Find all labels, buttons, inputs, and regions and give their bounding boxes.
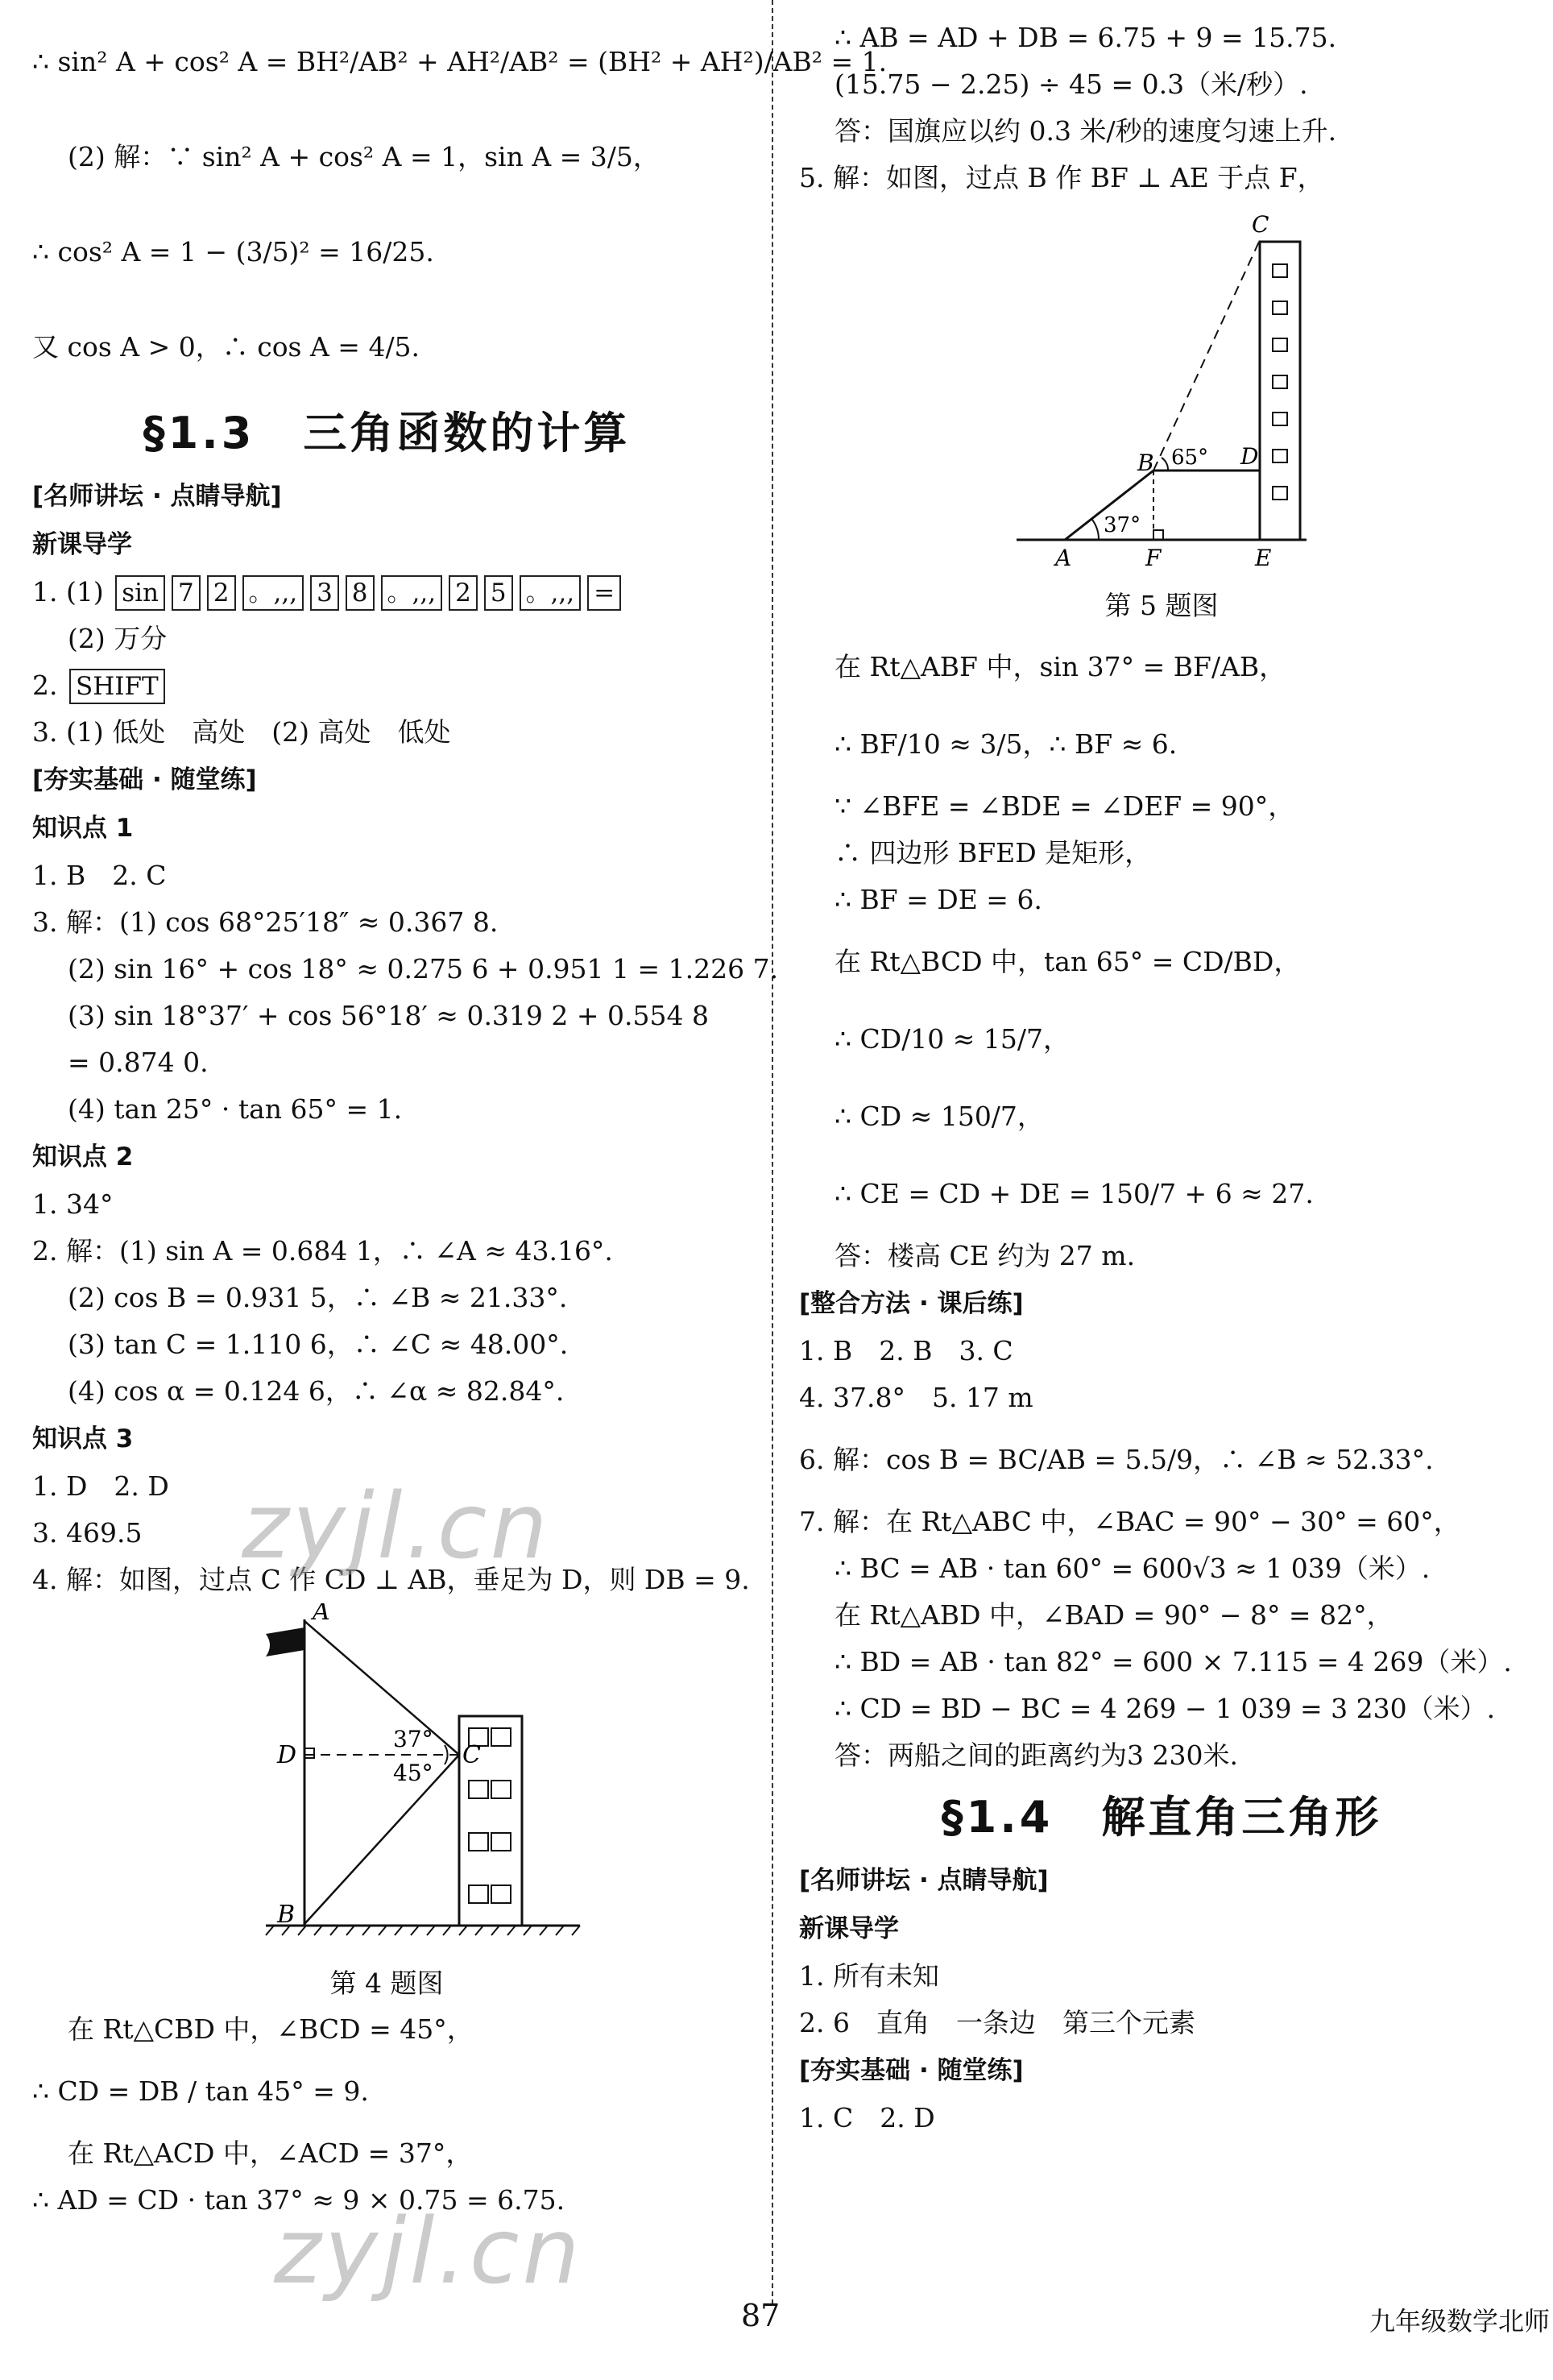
q1-prefix: 1. (1) xyxy=(32,576,104,607)
section-1-3-title xyxy=(32,395,741,472)
label-C: C xyxy=(462,1741,481,1769)
building xyxy=(1260,242,1300,540)
figure-5 xyxy=(799,201,1524,628)
step-right-angles: ∵ ∠BFE = ∠BDE = ∠DEF = 90°， xyxy=(834,790,1295,822)
answer-building-height: 答：楼高 CE 约为 27 m. xyxy=(834,1240,1136,1271)
step-speed: (15.75 − 2.25) ÷ 45 = 0.3（米/秒）. xyxy=(834,68,1308,100)
k1-q3-part3-cont: = 0.874 0. xyxy=(68,1047,209,1078)
heading-knowledge-3: 知识点 3 xyxy=(32,1424,134,1453)
label-A: A xyxy=(313,1603,330,1626)
step-bf-value: ∴ BF/10 ≈ 3/5，∴ BF ≈ 6. xyxy=(834,728,1178,760)
section-number: §1.3 xyxy=(143,408,255,458)
figure-4-diagram xyxy=(32,1603,741,1958)
q2-prefix: 2. xyxy=(32,670,58,701)
line-BC xyxy=(304,1755,459,1924)
heading-basics-practice: [夯实基础 · 随堂练] xyxy=(799,2056,1024,2085)
angle-37-label: 37° xyxy=(1104,513,1141,537)
key-dms: 。,,, xyxy=(520,575,582,611)
k2-q2-part2: (2) cos B = 0.931 5，∴ ∠B ≈ 21.33°. xyxy=(68,1282,568,1313)
column-divider xyxy=(772,0,773,2304)
angle-45-label: 45° xyxy=(393,1760,433,1786)
heading-teacher-guide: [名师讲坛 · 点睛导航] xyxy=(32,482,282,511)
section-1-4-title xyxy=(799,1779,1524,1856)
step-rt-bcd: 在 Rt△BCD 中，tan 65° = CD/BD， xyxy=(834,946,1301,977)
right-angle-F xyxy=(1153,530,1163,540)
key-sin: sin xyxy=(115,575,165,611)
angle-arc-B xyxy=(1162,458,1168,471)
step-rectangle: ∴ 四边形 BFED 是矩形， xyxy=(834,837,1152,869)
angle-37-label: 37° xyxy=(393,1726,433,1752)
heading-new-lesson: 新课导学 xyxy=(32,530,132,559)
heading-teacher-guide: [名师讲坛 · 点睛导航] xyxy=(799,1866,1049,1895)
watermark: zyjl.cn xyxy=(242,1474,551,1579)
after-class-answers-2: 4. 37.8° 5. 17 m xyxy=(799,1382,1033,1413)
step-rt-acd: 在 Rt△ACD 中，∠ACD = 37°， xyxy=(68,2137,473,2169)
k3-q4: 4. 解：如图，过点 C 作 CD ⊥ AB，垂足为 D，则 DB = 9. xyxy=(32,1564,750,1595)
k3-q3: 3. 469.5 xyxy=(32,1517,143,1549)
new-lesson-q1: 1. 所有未知 xyxy=(799,1960,939,1992)
q7-cd-value: ∴ CD = BD − BC = 4 269 − 1 039 = 3 230（米）. xyxy=(834,1693,1496,1724)
right-angle-D xyxy=(304,1748,314,1758)
heading-knowledge-2: 知识点 2 xyxy=(32,1142,134,1171)
key-2: 2 xyxy=(449,575,478,611)
ground-hatch xyxy=(266,1926,580,1935)
line-BC xyxy=(1153,240,1260,471)
label-D: D xyxy=(1240,443,1259,470)
book-label: 九年级数学北师 xyxy=(1369,2306,1551,2336)
angle-arc-A xyxy=(1092,520,1099,540)
step-cd-ratio: ∴ CD/10 ≈ 15/7， xyxy=(834,1023,1071,1055)
heading-knowledge-1: 知识点 1 xyxy=(32,814,134,843)
figure-5-diagram xyxy=(799,201,1524,580)
after-class-q6: 6. 解：cos B = BC/AB = 5.5/9，∴ ∠B ≈ 52.33°. xyxy=(799,1444,1434,1475)
eq-cos2A: ∴ cos² A = 1 − (3/5)² = 16/25. xyxy=(32,236,434,267)
figure-4-caption: 第 4 题图 xyxy=(329,1967,444,1999)
key-7: 7 xyxy=(172,575,201,611)
line-AC xyxy=(304,1621,459,1755)
q1-part2: (2) 万分 xyxy=(68,623,168,654)
label-F: F xyxy=(1145,545,1162,571)
step-cd-value: ∴ CD ≈ 150/7， xyxy=(834,1101,1044,1132)
figure-5-caption: 第 5 题图 xyxy=(1104,590,1219,621)
right-column xyxy=(799,15,1524,2142)
label-E: E xyxy=(1255,545,1272,571)
label-C: C xyxy=(1252,211,1269,238)
q7-answer: 答：两船之间的距离约为3 230米. xyxy=(834,1739,1238,1771)
step-rt-cbd: 在 Rt△CBD 中，∠BCD = 45°， xyxy=(68,2013,474,2045)
section-number: §1.4 xyxy=(941,1792,1054,1843)
heading-basics-practice: [夯实基础 · 随堂练] xyxy=(32,765,257,794)
k3-q1: 1. D 2. D xyxy=(32,1470,169,1502)
answer-speed: 答：国旗应以约 0.3 米/秒的速度匀速上升. xyxy=(834,115,1337,147)
label-A: A xyxy=(1055,545,1072,571)
key-dms: 。,,, xyxy=(242,575,304,611)
q5-start: 5. 解：如图，过点 B 作 BF ⊥ AE 于点 F， xyxy=(799,162,1324,193)
section-name: 解直角三角形 xyxy=(1101,1792,1382,1843)
after-class-answers-1: 1. B 2. B 3. C xyxy=(799,1335,1013,1366)
key-shift: SHIFT xyxy=(69,669,165,704)
basics-answers: 1. C 2. D xyxy=(799,2102,935,2133)
eq-cosA: 又 cos A > 0，∴ cos A = 4/5. xyxy=(32,331,420,363)
q2-shift xyxy=(32,662,741,709)
step-ad-value: ∴ AD = CD · tan 37° ≈ 9 × 0.75 = 6.75. xyxy=(32,2184,565,2216)
k1-q3-part2: (2) sin 16° + cos 18° ≈ 0.275 6 + 0.951 1 = 1.226 7. xyxy=(68,953,779,985)
section-name: 三角函数的计算 xyxy=(303,408,631,458)
heading-methods-practice: [整合方法 · 课后练] xyxy=(799,1289,1024,1318)
q2-solution-start: (2) 解：∵ sin² A + cos² A = 1，sin A = 3/5， xyxy=(68,141,660,172)
angle-65-label: 65° xyxy=(1171,446,1209,470)
angle-arc-C xyxy=(445,1745,448,1764)
k1-q3-part4: (4) tan 25° · tan 65° = 1. xyxy=(68,1093,403,1125)
heading-new-lesson: 新课导学 xyxy=(799,1914,899,1943)
key-dms: 。,,, xyxy=(381,575,443,611)
label-B: B xyxy=(277,1901,296,1929)
key-5: 5 xyxy=(484,575,513,611)
flag-icon xyxy=(266,1627,304,1656)
label-D: D xyxy=(277,1741,297,1769)
k2-q2-part1: 2. 解：(1) sin A = 0.684 1，∴ ∠A ≈ 43.16°. xyxy=(32,1235,613,1267)
building-windows xyxy=(1273,264,1287,500)
step-ce-value: ∴ CE = CD + DE = 150/7 + 6 ≈ 27. xyxy=(834,1178,1314,1209)
figure-4 xyxy=(32,1603,741,2006)
k2-q1: 1. 34° xyxy=(32,1188,114,1220)
key-8: 8 xyxy=(346,575,375,611)
step-cd-value: ∴ CD = DB / tan 45° = 9. xyxy=(32,2075,369,2107)
page-number: 87 xyxy=(741,2298,781,2333)
k2-q2-part4: (4) cos α = 0.124 6，∴ ∠α ≈ 82.84°. xyxy=(68,1375,565,1407)
q7-bc-value: ∴ BC = AB · tan 60° = 600√3 ≈ 1 039（米）. xyxy=(834,1553,1431,1584)
step-ab-value: ∴ AB = AD + DB = 6.75 + 9 = 15.75. xyxy=(834,22,1337,53)
k2-q2-part3: (3) tan C = 1.110 6，∴ ∠C ≈ 48.00°. xyxy=(68,1329,569,1360)
new-lesson-q2: 2. 6 直角 一条边 第三个元素 xyxy=(799,2007,1195,2038)
k1-q3-part3: (3) sin 18°37′ + cos 56°18′ ≈ 0.319 2 + 0.554 8 xyxy=(68,1000,709,1031)
q3-answer: 3. (1) 低处 高处 (2) 高处 低处 xyxy=(32,716,451,748)
key-2: 2 xyxy=(207,575,236,611)
k1-q3-part1: 3. 解：(1) cos 68°25′18″ ≈ 0.367 8. xyxy=(32,906,499,938)
label-B: B xyxy=(1137,450,1154,476)
q7-bd-value: ∴ BD = AB · tan 82° = 600 × 7.115 = 4 269（米）. xyxy=(834,1646,1512,1677)
key-3: 3 xyxy=(310,575,339,611)
after-class-q7: 7. 解：在 Rt△ABC 中，∠BAC = 90° − 30° = 60°， xyxy=(799,1506,1460,1537)
step-rt-abf: 在 Rt△ABF 中，sin 37° = BF/AB， xyxy=(834,651,1286,682)
step-bf-de: ∴ BF = DE = 6. xyxy=(834,884,1042,915)
k1-answers: 1. B 2. C xyxy=(32,860,167,891)
q1-key-sequence xyxy=(32,569,741,616)
q7-rt-abd: 在 Rt△ABD 中，∠BAD = 90° − 8° = 82°， xyxy=(834,1599,1394,1631)
watermark: zyjl.cn xyxy=(274,2200,583,2304)
eq-sin2-cos2: ∴ sin² A + cos² A = BH²/AB² + AH²/AB² = (BH² + AH²)/AB² = 1. xyxy=(32,46,888,77)
key-equals: = xyxy=(587,575,621,611)
